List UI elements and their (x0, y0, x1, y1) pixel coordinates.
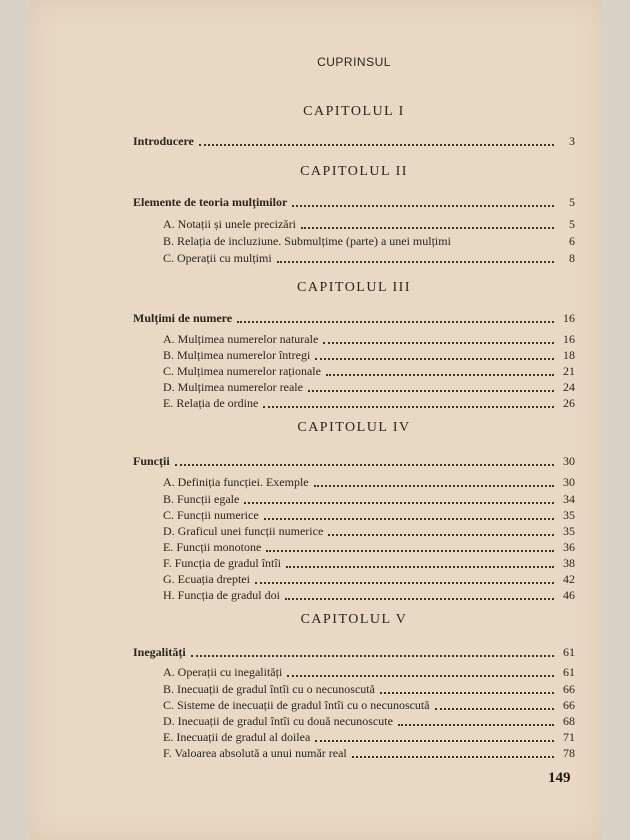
chapter-heading: CAPITOLUL II (300, 164, 408, 179)
toc-entry-main: Inegalități 61 (133, 645, 575, 659)
toc-entry: C. Mulțimea numerelor raționale 21 (163, 364, 575, 378)
toc-entry: C. Operații cu mulțimi 8 (163, 251, 575, 265)
chapter-heading: CAPITOLUL III (297, 280, 411, 295)
toc-entry: D. Graficul unei funcții numerice 35 (163, 524, 575, 538)
toc-entry-main: Funcții 30 (133, 454, 575, 468)
toc-entry: E. Inecuații de gradul al doilea 71 (163, 730, 575, 744)
toc-entry: F. Funcția de gradul întîi 38 (163, 556, 575, 570)
toc-entry: A. Notații și unele precizări 5 (163, 217, 575, 231)
toc-entry-main: Mulțimi de numere 16 (133, 311, 575, 325)
toc-entry-main: Elemente de teoria mulțimilor 5 (133, 195, 575, 209)
toc-entry: A. Definiția funcției. Exemple 30 (163, 475, 575, 489)
toc-entry: B. Inecuații de gradul întîi cu o necunoscută 66 (163, 682, 575, 696)
toc-entry: B. Funcții egale 34 (163, 492, 575, 506)
toc-entry: C. Sisteme de inecuații de gradul întîi cu o necunoscută 66 (163, 698, 575, 712)
toc-entry: F. Valoarea absolută a unui număr real 78 (163, 746, 575, 760)
toc-entry: E. Funcții monotone 36 (163, 540, 575, 554)
toc-entry: G. Ecuația dreptei 42 (163, 572, 575, 586)
toc-entry: A. Mulțimea numerelor naturale 16 (163, 332, 575, 346)
toc-entry: E. Relația de ordine 26 (163, 396, 575, 410)
chapter-heading: CAPITOLUL V (300, 612, 408, 627)
toc-entry-main: Introducere 3 (133, 134, 575, 148)
toc-entry: D. Inecuații de gradul întîi cu două necunoscute 68 (163, 714, 575, 728)
chapter-heading: CAPITOLUL IV (297, 420, 411, 435)
toc-entry: B. Relația de incluziune. Submulțime (parte) a unei mulțimi 6 (163, 234, 575, 248)
book-page (30, 0, 602, 840)
toc-entry: D. Mulțimea numerelor reale 24 (163, 380, 575, 394)
page-number: 149 (548, 770, 571, 786)
toc-title: CUPRINSUL (317, 55, 391, 69)
chapter-heading: CAPITOLUL I (303, 104, 405, 119)
toc-entry: H. Funcția de gradul doi 46 (163, 588, 575, 602)
toc-entry: B. Mulțimea numerelor întregi 18 (163, 348, 575, 362)
toc-entry: C. Funcții numerice 35 (163, 508, 575, 522)
toc-entry: A. Operații cu inegalități 61 (163, 665, 575, 679)
